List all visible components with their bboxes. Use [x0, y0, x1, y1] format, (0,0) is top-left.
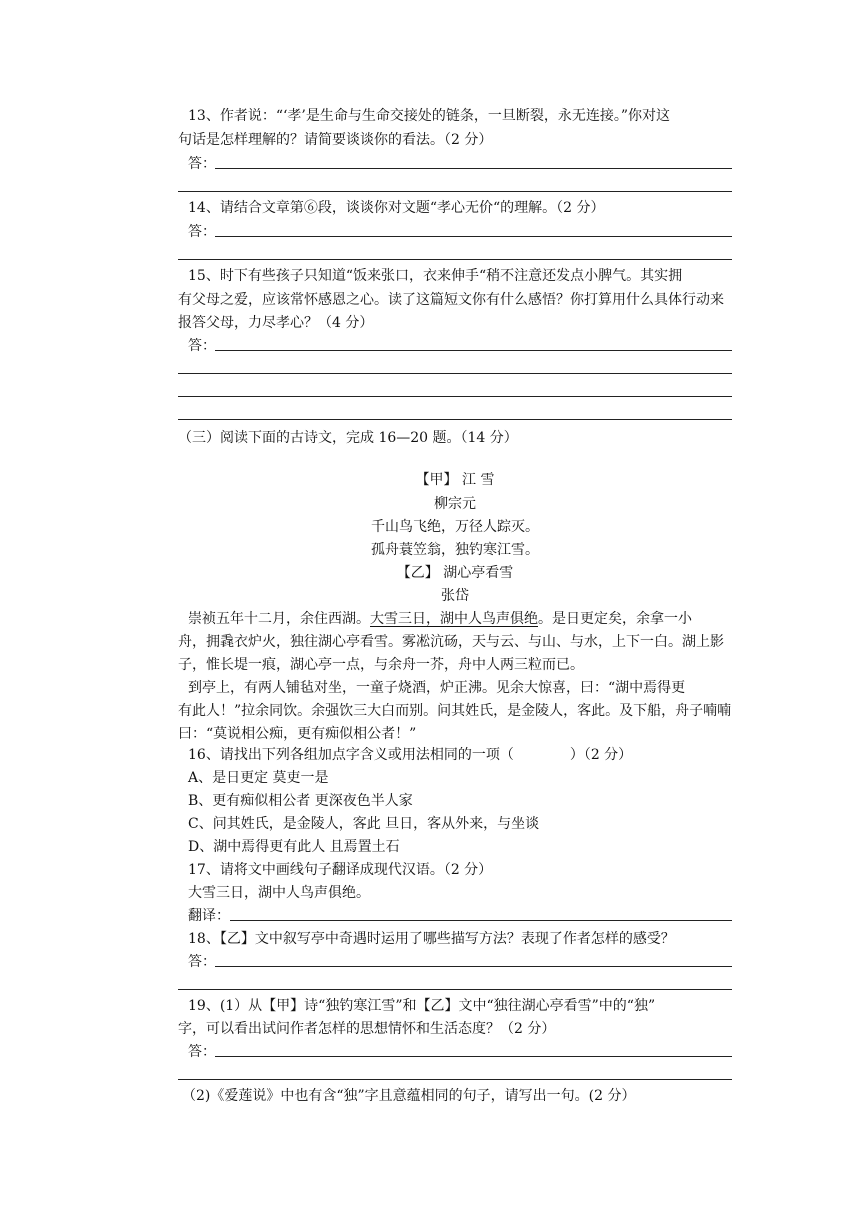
q19-answer-line-2[interactable] — [178, 1079, 732, 1080]
q15-line2: 有父母之爱，应该常怀感恩之心。读了这篇短文你有什么感悟？你打算用什么具体行动来 — [178, 292, 724, 308]
q19-line2: 字，可以看出试问作者怎样的思想情怀和生活态度？（2 分） — [178, 1021, 556, 1037]
poem-jia-line1: 千山鸟飞绝，万径人踪灭。 — [371, 519, 539, 535]
q14-answer-label: 答： — [188, 224, 216, 240]
q18-stem: 18、【乙】文中叙写亭中奇遇时运用了哪些描写方法？表现了作者怎样的感受？ — [188, 931, 675, 947]
q16-option-b[interactable]: B、更有痴似相公者 更深夜色半人家 — [188, 793, 413, 809]
q19-line1: 19、(1）从【甲】诗“独钓寒江雪”和【乙】文中“独往湖心亭看雪”中的“独” — [188, 998, 656, 1014]
q18-answer-label: 答： — [188, 954, 216, 970]
q17-sentence: 大雪三日，湖中人鸟声俱绝。 — [188, 885, 370, 901]
q17-answer-label: 翻译： — [188, 908, 230, 924]
poem-jia-author: 柳宗元 — [434, 496, 476, 512]
q19-answer-line-1[interactable] — [215, 1056, 732, 1057]
q13-answer-label: 答： — [188, 156, 216, 172]
prose-yi-p1-line2: 舟，拥毳衣炉火，独往湖心亭看雪。雾凇沆砀，天与云、与山、与水，上下一白。湖上影 — [178, 634, 724, 650]
q17-answer-line[interactable] — [230, 920, 732, 921]
prose-yi-p1-line1 — [188, 609, 692, 629]
q14-answer-line-2[interactable] — [178, 259, 732, 260]
poem-jia-line2: 孤舟蓑笠翁，独钓寒江雪。 — [371, 542, 539, 558]
q15-line1: 15、时下有些孩子只知道“饭来张口，衣来伸手“稍不注意还发点小脾气。其实拥 — [188, 268, 683, 284]
q15-answer-line-2[interactable] — [178, 373, 732, 374]
q18-answer-line-1[interactable] — [215, 966, 732, 967]
q16-stem: 16、请找出下列各组加点字含义或用法相同的一项（ ）（2 分） — [188, 747, 633, 763]
q18-answer-line-2[interactable] — [178, 989, 732, 990]
prose-yi-title: 【乙】 湖心亭看雪 — [396, 565, 514, 581]
section3-heading: （三）阅读下面的古诗文，完成 16—20 题。（14 分） — [178, 430, 518, 446]
q16-option-c[interactable]: C、问其姓氏，是金陵人，客此 旦日，客从外来，与坐谈 — [188, 816, 540, 832]
poem-jia-title: 【甲】 江 雪 — [415, 472, 495, 488]
q13-answer-line-2[interactable] — [178, 191, 732, 192]
q16-option-d[interactable]: D、湖中焉得更有此人 且焉置土石 — [188, 839, 400, 855]
prose-yi-p1-b: 。是日更定矣，余拿一小 — [538, 611, 692, 627]
q14-answer-line-1[interactable] — [215, 236, 732, 237]
q15-line3: 报答父母，力尽孝心？（4 分） — [178, 315, 374, 331]
prose-yi-p2-line2: 有此人！”拉余同饮。余强饮三大白而别。问其姓氏，是金陵人，客此。及下船，舟子喃喃 — [178, 703, 732, 719]
q13-line2: 句话是怎样理解的？请简要谈谈你的看法。（2 分） — [178, 132, 493, 148]
q13-answer-line-1[interactable] — [215, 168, 732, 169]
prose-yi-p2-line1: 到亭上，有两人铺毡对坐，一童子烧酒，炉正沸。见余大惊喜，曰：“湖中焉得更 — [188, 680, 686, 696]
q16-option-a[interactable]: A、是日更定 莫吏一是 — [188, 770, 329, 786]
q19-answer-label: 答： — [188, 1044, 216, 1060]
q19-part2: （2)《爱莲说》中也有含“独”字且意蕴相同的句子，请写出一句。(2 分） — [182, 1088, 636, 1104]
q15-answer-line-3[interactable] — [178, 396, 732, 397]
q15-answer-line-4[interactable] — [178, 419, 732, 420]
q13-line1: 13、作者说：“‘孝’是生命与生命交接处的链条，一旦断裂，永无连接。”你对这 — [188, 108, 671, 124]
prose-yi-p2-line3: 曰：“莫说相公痴，更有痴似相公者！” — [178, 726, 417, 742]
prose-yi-author: 张岱 — [441, 588, 469, 604]
q15-answer-label: 答： — [188, 338, 216, 354]
q17-stem: 17、请将文中画线句子翻译成现代汉语。（2 分） — [188, 862, 493, 878]
q14-line1: 14、请结合文章第⑥段，谈谈你对文题“孝心无价“的理解。（2 分） — [188, 200, 605, 216]
prose-yi-p1-a: 崇祯五年十二月，余住西湖。 — [188, 611, 370, 627]
prose-yi-p1-line3: 子，惟长堤一痕，湖心亭一点，与余舟一芥，舟中人两三粒而已。 — [178, 657, 584, 673]
underlined-sentence: 大雪三日，湖中人鸟声俱绝 — [370, 611, 538, 627]
q15-answer-line-1[interactable] — [215, 350, 732, 351]
